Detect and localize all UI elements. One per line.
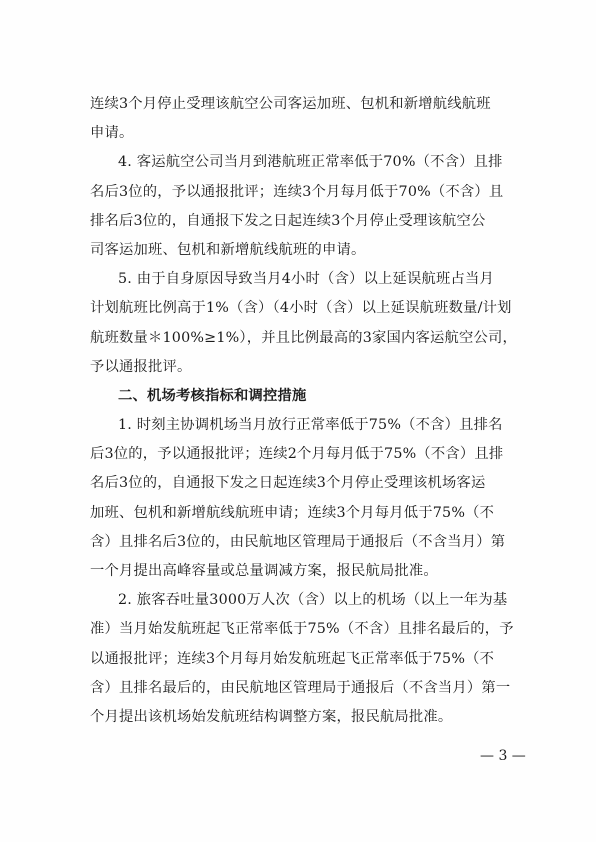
paragraph-line: 个月提出该机场始发航班结构调整方案，报民航局批准。 — [90, 708, 453, 725]
paragraph-line: 连续3个月停止受理该航空公司客运加班、包机和新增航线航班 — [90, 96, 491, 112]
paragraph-line: 司客运加班、包机和新增航线航班的申请。 — [90, 241, 366, 258]
paragraph-line: 计划航班比例高于1%（含）（4小时（含）以上延误航班数量/计划 — [90, 300, 512, 317]
paragraph-line: 准）当月始发航班起飞正常率低于75%（不含）且排名最后的，予 — [90, 621, 514, 638]
paragraph-line: 申请。 — [90, 125, 134, 142]
paragraph-line: 含）且排名最后的，由民航地区管理局于通报后（不含当月）第一 — [90, 679, 511, 696]
paragraph-line: 1. 时刻主协调机场当月放行正常率低于75%（不含）且排名 — [118, 417, 503, 434]
paragraph-line: 后3位的，予以通报批评；连续2个月每月低于75%（不含）且排 — [90, 446, 504, 463]
page-number: — 3 — — [480, 748, 526, 764]
paragraph-line: 予以通报批评。 — [90, 358, 192, 375]
paragraph-line: 含）且排名后3位的，由民航地区管理局于通报后（不含当月）第 — [90, 533, 506, 550]
paragraph-line: 5. 由于自身原因导致当月4小时（含）以上延误航班占当月 — [118, 271, 495, 288]
paragraph-line: 排名后3位的，自通报下发之日起连续3个月停止受理该航空公 — [90, 212, 486, 229]
paragraph-line: 航班数量＊100%≥1%），并且比例最高的3家国内客运航空公司， — [90, 329, 518, 346]
paragraph-line: 加班、包机和新增航线航班申请；连续3个月每月低于75%（不 — [90, 504, 495, 521]
paragraph-line: 名后3位的，予以通报批评；连续3个月每月低于70%（不含）且 — [90, 183, 504, 200]
document-body — [90, 90, 520, 732]
paragraph-line: 2. 旅客吞吐量3000万人次（含）以上的机场（以上一年为基 — [118, 592, 508, 609]
paragraph-line: 以通报批评；连续3个月每月始发航班起飞正常率低于75%（不 — [90, 650, 495, 667]
section-heading: 二、机场考核指标和调控措施 — [118, 387, 307, 404]
paragraph-line: 名后3位的，自通报下发之日起连续3个月停止受理该机场客运 — [90, 475, 486, 492]
paragraph-line: 4. 客运航空公司当月到港航班正常率低于70%（不含）且排 — [118, 154, 503, 171]
paragraph-line: 一个月提出高峰容量或总量调减方案，报民航局批准。 — [90, 563, 438, 579]
